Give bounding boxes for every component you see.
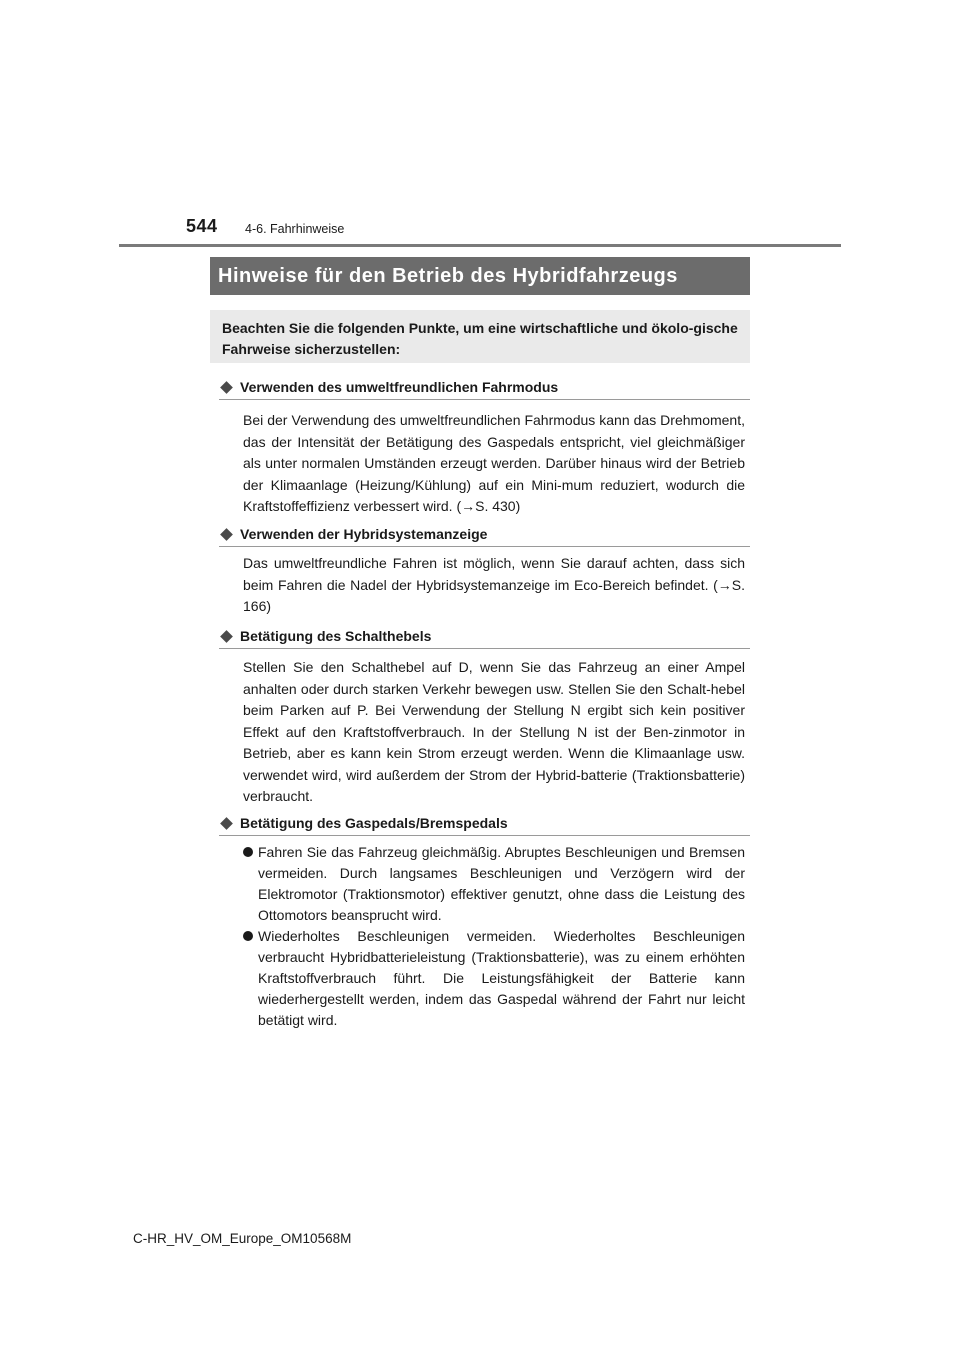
section-heading-text: Verwenden der Hybridsystemanzeige <box>240 526 488 542</box>
section-heading-shift-lever <box>219 626 750 649</box>
diamond-bullet-icon <box>220 630 233 643</box>
footer-doc-id: C-HR_HV_OM_Europe_OM10568M <box>133 1231 352 1246</box>
bullet-dot-icon <box>243 931 253 941</box>
list-item-text: Wiederholtes Beschleunigen vermeiden. Wiederholtes Beschleunigen verbraucht Hybridbatterieleistung (Traktionsbatterie), was zu einem erhöhten Kraftstoffverbrauch führt. Die Leistungsfähigkeit der Batterie kann wiederhergestellt werden, indem das Gaspedal während der Fahrt nur leicht betätigt wird. <box>258 928 745 1028</box>
list-item-text: Fahren Sie das Fahrzeug gleichmäßig. Abruptes Beschleunigen und Bremsen vermeiden. Durch langsames Beschleunigen und Verzögern wird der Elektromotor (Traktionsmotor) effektiver genutzt, ohne dass die Leistung des Ottomotors beansprucht wird. <box>258 844 745 923</box>
section-heading-text: Betätigung des Schalthebels <box>240 628 432 644</box>
intro-text: Beachten Sie die folgenden Punkte, um eine wirtschaftliche und ökolo-gische Fahrweise sicherzustellen: <box>222 320 738 357</box>
section-heading-pedals <box>219 813 750 836</box>
bullet-dot-icon <box>243 847 253 857</box>
page-title: Hinweise für den Betrieb des Hybridfahrzeugs <box>210 257 750 295</box>
header-divider <box>119 244 841 247</box>
page-number: 544 <box>186 216 218 236</box>
diamond-bullet-icon <box>220 817 233 830</box>
section-heading-eco-mode <box>219 377 750 400</box>
section-heading-text: Verwenden des umweltfreundlichen Fahrmodus <box>240 379 559 395</box>
diamond-bullet-icon <box>220 381 233 394</box>
list-item <box>243 926 745 1031</box>
section-heading-hybrid-indicator <box>219 524 750 547</box>
list-item <box>243 842 745 926</box>
section-text-shift-lever: Stellen Sie den Schalthebel auf D, wenn Sie das Fahrzeug an einer Ampel anhalten oder durch starken Verkehr bewegen usw. Stellen Sie den Schalt-hebel beim Parken auf P. Bei Verwendung der Stellung N ergibt sich kein positiver Effekt auf den Kraftstoffverbrauch. In der Stellung N ist der Ben-zinmotor in Betrieb, aber es kann kein Strom erzeugt werden. Wenn die Klimaanlage usw. verwendet wird, wird außerdem der Strom der Hybrid-batterie (Traktionsbatterie) verbraucht. <box>243 659 745 804</box>
intro-box <box>210 310 750 363</box>
section-text-hybrid-indicator: Das umweltfreundliche Fahren ist möglich, wenn Sie darauf achten, dass sich beim Fahren die Nadel der Hybridsystemanzeige im Eco-Bereich befindet. (→S. 166) <box>243 555 745 614</box>
section-text-eco-mode: Bei der Verwendung des umweltfreundlichen Fahrmodus kann das Drehmoment, das der Intensität der Betätigung des Gaspedals entspricht, viel gleichmäßiger als unter normalen Umständen erzeugt werden. Darüber hinaus wird der Betrieb der Klimaanlage (Heizung/Kühlung) auf ein Mini-mum reduziert, wodurch die Kraftstoffeffizienz verbessert wird. (→S. 430) <box>243 412 745 514</box>
section-heading-text: Betätigung des Gaspedals/Bremspedals <box>240 815 508 831</box>
section-label: 4-6. Fahrhinweise <box>245 222 345 236</box>
diamond-bullet-icon <box>220 528 233 541</box>
